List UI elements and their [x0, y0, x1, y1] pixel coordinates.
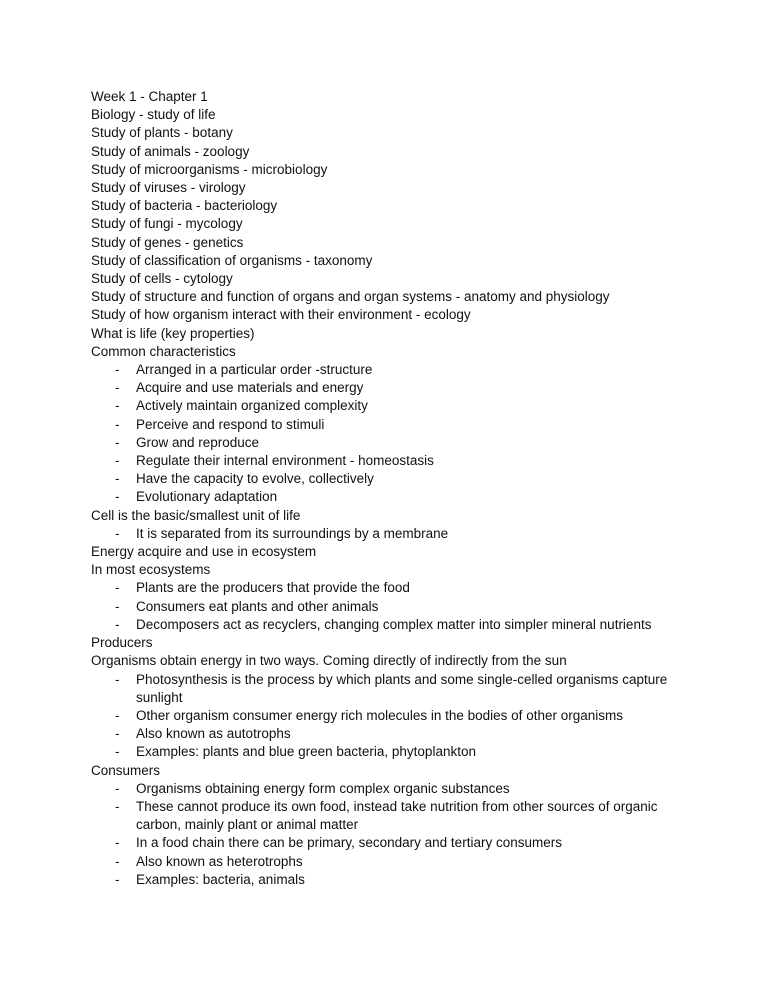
- bullet-text: Arranged in a particular order -structure: [136, 362, 373, 378]
- document-heading: Week 1 - Chapter 1: [91, 89, 208, 104]
- text-line: Study of how organism interact with their environment - ecology: [91, 307, 471, 323]
- bullet-text: Grow and reproduce: [136, 434, 260, 450]
- bullet-item: [91, 798, 691, 834]
- bullet-text: Perceive and respond to stimuli: [136, 416, 325, 432]
- bullet-text: Have the capacity to evolve, collectively: [136, 471, 374, 487]
- text-line: Cell is the basic/smallest unit of life: [91, 507, 301, 523]
- text-line: Study of plants - botany: [91, 125, 233, 141]
- bullet-text: Plants are the producers that provide the food: [136, 580, 410, 596]
- bullet-item: [91, 853, 691, 871]
- bullet-item: [91, 743, 691, 761]
- bullet-text: Also known as heterotrophs: [136, 853, 303, 869]
- bullet-item: [91, 470, 691, 488]
- text-line: Study of animals - zoology: [91, 143, 250, 159]
- bullet-text: In a food chain there can be primary, secondary and tertiary consumers: [136, 835, 562, 851]
- bullet-item: [91, 379, 691, 397]
- bullet-item: [91, 416, 691, 434]
- bullet-dash-icon: -: [115, 707, 120, 723]
- text-line: Organisms obtain energy in two ways. Coming directly of indirectly from the sun: [91, 653, 567, 669]
- text-line: Study of structure and function of organs and organ systems - anatomy and physiology: [91, 289, 610, 305]
- bullet-dash-icon: -: [115, 598, 120, 614]
- bullet-item: [91, 525, 691, 543]
- bullet-text: Other organism consumer energy rich molecules in the bodies of other organisms: [136, 707, 623, 723]
- bullet-text: Evolutionary adaptation: [136, 489, 278, 505]
- bullet-text: Organisms obtaining energy form complex organic substances: [136, 780, 510, 796]
- bullet-dash-icon: -: [115, 780, 120, 796]
- bullet-dash-icon: -: [115, 616, 120, 632]
- text-line: In most ecosystems: [91, 562, 211, 578]
- bullet-dash-icon: -: [115, 871, 120, 887]
- text-line: Energy acquire and use in ecosystem: [91, 544, 317, 560]
- text-line: What is life (key properties): [91, 325, 255, 341]
- bullet-dash-icon: -: [115, 362, 120, 378]
- bullet-item: [91, 725, 691, 743]
- bullet-text: It is separated from its surroundings by a membrane: [136, 525, 449, 541]
- bullet-text: Decomposers act as recyclers, changing complex matter into simpler mineral nutrients: [136, 616, 652, 632]
- bullet-dash-icon: -: [115, 471, 120, 487]
- text-line: Producers: [91, 635, 153, 651]
- bullet-dash-icon: -: [115, 434, 120, 450]
- text-line: Biology - study of life: [91, 107, 216, 123]
- bullet-item: [91, 579, 691, 597]
- bullet-text: Regulate their internal environment - homeostasis: [136, 453, 434, 469]
- bullet-dash-icon: -: [115, 853, 120, 869]
- bullet-dash-icon: -: [115, 671, 120, 687]
- bullet-text: These cannot produce its own food, instead take nutrition from other sources of organic carbon, mainly plant or animal matter: [136, 798, 658, 833]
- text-line: Consumers: [91, 762, 161, 778]
- bullet-dash-icon: -: [115, 525, 120, 541]
- bullet-text: Photosynthesis is the process by which plants and some single-celled organisms capture sunlight: [136, 671, 668, 705]
- bullet-item: [91, 488, 691, 506]
- bullet-dash-icon: -: [115, 835, 120, 851]
- bullet-item: [91, 780, 691, 798]
- bullet-item: [91, 361, 691, 379]
- text-line: Common characteristics: [91, 343, 236, 359]
- bullet-item: [91, 452, 691, 470]
- bullet-item: [91, 671, 691, 707]
- bullet-text: Also known as autotrophs: [136, 726, 291, 742]
- bullet-dash-icon: -: [115, 798, 120, 814]
- text-line: Study of cells - cytology: [91, 271, 233, 287]
- bullet-item: [91, 434, 691, 452]
- bullet-item: [91, 707, 691, 725]
- bullet-dash-icon: -: [115, 453, 120, 469]
- bullet-dash-icon: -: [115, 416, 120, 432]
- bullet-item: [91, 616, 691, 634]
- bullet-dash-icon: -: [115, 726, 120, 742]
- text-line: Study of classification of organisms - taxonomy: [91, 252, 373, 268]
- bullet-text: Consumers eat plants and other animals: [136, 598, 379, 614]
- bullet-item: [91, 834, 691, 852]
- bullet-text: Examples: plants and blue green bacteria, phytoplankton: [136, 744, 476, 760]
- text-line: Study of bacteria - bacteriology: [91, 198, 278, 214]
- bullet-item: [91, 598, 691, 616]
- bullet-dash-icon: -: [115, 744, 120, 760]
- bullet-dash-icon: -: [115, 580, 120, 596]
- text-line: Study of viruses - virology: [91, 180, 246, 196]
- bullet-dash-icon: -: [115, 398, 120, 414]
- document-body: [91, 88, 691, 889]
- bullet-text: Examples: bacteria, animals: [136, 871, 305, 887]
- bullet-text: Actively maintain organized complexity: [136, 398, 368, 414]
- text-line: Study of genes - genetics: [91, 234, 244, 250]
- text-line: Study of fungi - mycology: [91, 216, 243, 232]
- bullet-text: Acquire and use materials and energy: [136, 380, 364, 396]
- bullet-item: [91, 397, 691, 415]
- text-line: Study of microorganisms - microbiology: [91, 161, 328, 177]
- bullet-item: [91, 871, 691, 889]
- bullet-dash-icon: -: [115, 380, 120, 396]
- bullet-dash-icon: -: [115, 489, 120, 505]
